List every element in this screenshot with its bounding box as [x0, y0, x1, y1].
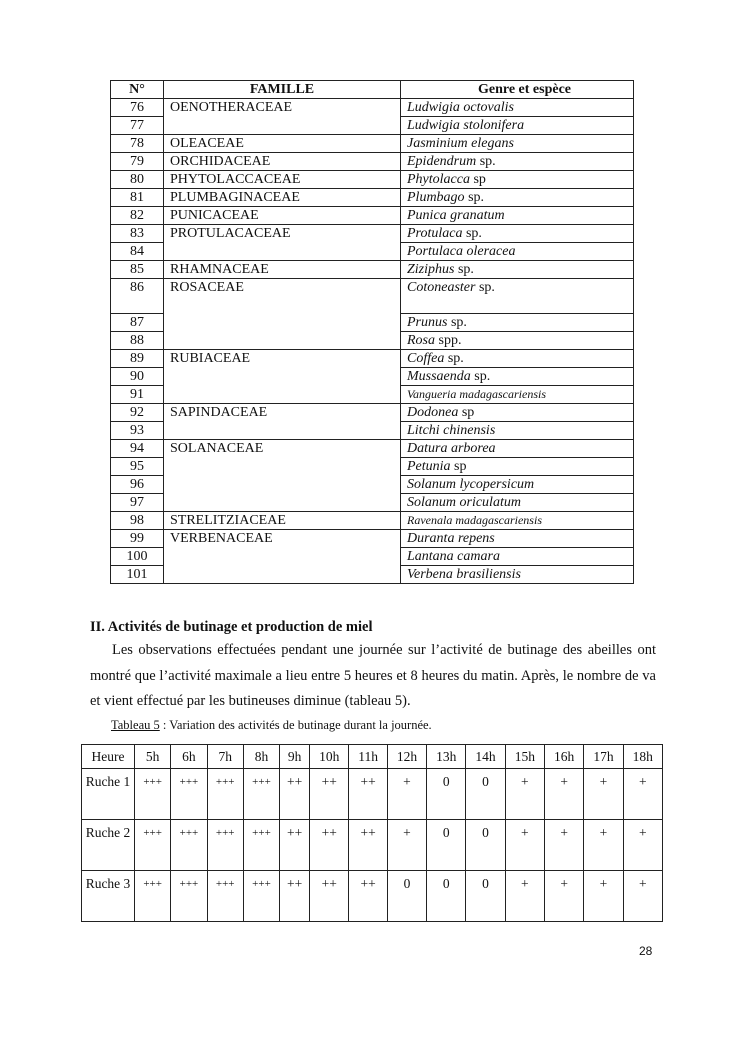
header-hour: 15h	[505, 745, 544, 769]
activity-row	[82, 871, 663, 922]
table-row	[111, 153, 634, 171]
row-number: 83	[111, 225, 164, 243]
row-number: 97	[111, 494, 164, 512]
row-number: 84	[111, 243, 164, 261]
row-species	[401, 135, 634, 153]
row-family: PUNICACEAE	[164, 207, 401, 225]
species-suffix: sp.	[454, 262, 474, 277]
row-species	[401, 314, 634, 332]
header-hour: 6h	[171, 745, 207, 769]
row-number: 98	[111, 512, 164, 530]
hive-label: Ruche 1	[82, 769, 135, 820]
row-family: RUBIACEAE	[164, 350, 401, 404]
activity-value: 0	[387, 871, 426, 922]
activity-value: +++	[135, 769, 171, 820]
table-row	[111, 171, 634, 189]
activity-value: +++	[207, 820, 243, 871]
activity-value: +	[623, 769, 662, 820]
activity-value: 0	[466, 769, 505, 820]
species-name: Duranta repens	[407, 531, 495, 546]
species-table	[110, 80, 634, 584]
row-species	[401, 332, 634, 350]
row-number: 87	[111, 314, 164, 332]
row-species	[401, 279, 634, 314]
row-family: PLUMBAGINACEAE	[164, 189, 401, 207]
caption-label: Tableau 5	[111, 718, 160, 732]
table-row	[111, 261, 634, 279]
row-family: ROSACEAE	[164, 279, 401, 350]
row-number: 86	[111, 279, 164, 314]
activity-value: +++	[207, 871, 243, 922]
activity-value: 0	[427, 820, 466, 871]
species-suffix: sp	[458, 405, 475, 420]
activity-value: 0	[427, 769, 466, 820]
row-species	[401, 99, 634, 117]
row-family: RHAMNACEAE	[164, 261, 401, 279]
row-species	[401, 189, 634, 207]
activity-value: 0	[427, 871, 466, 922]
species-name: Solanum oriculatum	[407, 495, 521, 510]
table-row	[111, 530, 634, 548]
row-number: 90	[111, 368, 164, 386]
header-species: Genre et espèce	[401, 81, 634, 99]
species-name: Coffea	[407, 351, 445, 366]
activity-row	[82, 820, 663, 871]
species-name: Jasminium elegans	[407, 136, 514, 151]
row-family: STRELITZIACEAE	[164, 512, 401, 530]
row-species	[401, 243, 634, 261]
species-name: Verbena brasiliensis	[407, 567, 521, 582]
row-species	[401, 512, 634, 530]
activity-value: +++	[171, 871, 207, 922]
activity-row	[82, 769, 663, 820]
row-number: 79	[111, 153, 164, 171]
activity-value: +++	[207, 769, 243, 820]
species-name: Dodonea	[407, 405, 459, 420]
species-name: Phytolacca	[407, 172, 470, 187]
activity-value: +	[387, 820, 426, 871]
activity-value: +	[623, 820, 662, 871]
species-name: Ziziphus	[407, 262, 455, 277]
row-number: 101	[111, 566, 164, 584]
table-row	[111, 225, 634, 243]
species-name: Mussaenda	[407, 369, 471, 384]
species-suffix: sp.	[444, 351, 464, 366]
header-heure: Heure	[82, 745, 135, 769]
activity-value: 0	[466, 871, 505, 922]
species-name: Ludwigia stolonifera	[407, 118, 525, 133]
activity-value: +	[505, 820, 544, 871]
species-suffix: sp.	[464, 190, 485, 205]
row-species	[401, 476, 634, 494]
row-number: 76	[111, 99, 164, 117]
table-row	[111, 207, 634, 225]
activity-value: ++	[280, 769, 310, 820]
species-name: Solanum lycopersicum	[407, 477, 535, 492]
species-name: Ludwigia octovalis	[407, 100, 514, 115]
row-species	[401, 350, 634, 368]
species-name: Lantana camara	[407, 549, 500, 564]
header-hour: 5h	[135, 745, 171, 769]
activity-value: +	[545, 769, 584, 820]
row-species	[401, 225, 634, 243]
activity-value: +++	[171, 820, 207, 871]
row-number: 94	[111, 440, 164, 458]
row-number: 93	[111, 422, 164, 440]
row-number: 88	[111, 332, 164, 350]
activity-value: +++	[135, 820, 171, 871]
activity-value: +	[584, 871, 623, 922]
row-species	[401, 117, 634, 135]
row-species	[401, 548, 634, 566]
table-row	[111, 135, 634, 153]
species-suffix: spp.	[435, 333, 462, 348]
table-row	[111, 99, 634, 117]
row-species	[401, 440, 634, 458]
row-family: PHYTOLACCACEAE	[164, 171, 401, 189]
row-species	[401, 422, 634, 440]
activity-value: ++	[280, 871, 310, 922]
activity-value: +	[505, 769, 544, 820]
species-name: Punica granatum	[407, 208, 505, 223]
species-name: Datura arborea	[407, 441, 496, 456]
activity-value: +++	[171, 769, 207, 820]
hive-label: Ruche 3	[82, 871, 135, 922]
activity-value: +	[623, 871, 662, 922]
activity-value: +	[545, 820, 584, 871]
hive-label: Ruche 2	[82, 820, 135, 871]
row-number: 100	[111, 548, 164, 566]
activity-value: ++	[310, 871, 349, 922]
species-name: Protulaca	[407, 226, 463, 241]
table-row	[111, 440, 634, 458]
header-hour: 14h	[466, 745, 505, 769]
header-hour: 9h	[280, 745, 310, 769]
row-species	[401, 566, 634, 584]
species-table-header	[111, 81, 634, 99]
activity-value: +	[505, 871, 544, 922]
species-name: Ravenala madagascariensis	[407, 513, 542, 527]
activity-table	[81, 744, 663, 922]
species-name: Cotoneaster	[407, 280, 476, 295]
activity-value: +	[387, 769, 426, 820]
activity-value: +++	[243, 871, 279, 922]
row-family: ORCHIDACEAE	[164, 153, 401, 171]
row-species	[401, 368, 634, 386]
activity-value: ++	[349, 769, 387, 820]
activity-value: ++	[310, 820, 349, 871]
activity-value: +	[584, 820, 623, 871]
activity-value: 0	[466, 820, 505, 871]
species-name: Portulaca oleracea	[407, 244, 516, 259]
header-hour: 18h	[623, 745, 662, 769]
species-name: Plumbago	[407, 190, 465, 205]
table-row	[111, 189, 634, 207]
header-hour: 13h	[427, 745, 466, 769]
activity-value: ++	[349, 820, 387, 871]
species-name: Epidendrum	[407, 154, 477, 169]
row-species	[401, 261, 634, 279]
activity-value: ++	[310, 769, 349, 820]
header-number: N°	[111, 81, 164, 99]
species-suffix: sp	[469, 172, 486, 187]
row-family: OENOTHERACEAE	[164, 99, 401, 135]
row-species	[401, 404, 634, 422]
activity-value: +++	[243, 820, 279, 871]
section-heading: II. Activités de butinage et production de miel	[90, 619, 373, 635]
row-number: 78	[111, 135, 164, 153]
table-caption	[111, 718, 432, 733]
row-number: 99	[111, 530, 164, 548]
row-number: 82	[111, 207, 164, 225]
row-family: VERBENACEAE	[164, 530, 401, 584]
header-hour: 12h	[387, 745, 426, 769]
row-number: 85	[111, 261, 164, 279]
row-species	[401, 153, 634, 171]
row-family: SOLANACEAE	[164, 440, 401, 512]
species-suffix: sp.	[470, 369, 491, 384]
header-hour: 17h	[584, 745, 623, 769]
section-paragraph: Les observations effectuées pendant une journée sur l’activité de butinage des abeilles ont montré que l’activité maximale a lieu entre 5 heures et 8 heures du matin. Après, le nombre de va et vient effectué par les butineuses diminue (tableau 5).	[90, 642, 656, 709]
activity-value: +	[545, 871, 584, 922]
row-number: 92	[111, 404, 164, 422]
activity-header-row	[82, 745, 663, 769]
activity-value: +++	[135, 871, 171, 922]
table-row	[111, 512, 634, 530]
row-number: 91	[111, 386, 164, 404]
row-family: SAPINDACEAE	[164, 404, 401, 440]
species-suffix: sp.	[475, 280, 495, 295]
header-hour: 11h	[349, 745, 387, 769]
table-row	[111, 350, 634, 368]
row-number: 77	[111, 117, 164, 135]
header-family: FAMILLE	[164, 81, 401, 99]
row-number: 81	[111, 189, 164, 207]
row-number: 80	[111, 171, 164, 189]
header-hour: 10h	[310, 745, 349, 769]
table-row	[111, 279, 634, 314]
header-hour: 16h	[545, 745, 584, 769]
table-row	[111, 404, 634, 422]
species-suffix: sp.	[447, 315, 467, 330]
row-species	[401, 386, 634, 404]
activity-value: +++	[243, 769, 279, 820]
species-name: Vangueria madagascariensis	[407, 387, 546, 401]
species-suffix: sp.	[462, 226, 482, 241]
row-number: 95	[111, 458, 164, 476]
row-species	[401, 494, 634, 512]
activity-value: +	[584, 769, 623, 820]
species-name: Prunus	[407, 315, 448, 330]
species-name: Rosa	[407, 333, 435, 348]
header-hour: 7h	[207, 745, 243, 769]
activity-value: ++	[349, 871, 387, 922]
row-number: 96	[111, 476, 164, 494]
species-suffix: sp	[450, 459, 467, 474]
header-hour: 8h	[243, 745, 279, 769]
caption-text: : Variation des activités de butinage durant la journée.	[159, 718, 432, 732]
page-number: 28	[639, 944, 653, 958]
row-number: 89	[111, 350, 164, 368]
row-family: OLEACEAE	[164, 135, 401, 153]
species-name: Litchi chinensis	[407, 423, 496, 438]
species-name: Petunia	[407, 459, 451, 474]
row-family: PROTULACACEAE	[164, 225, 401, 261]
species-suffix: sp.	[476, 154, 496, 169]
row-species	[401, 207, 634, 225]
row-species	[401, 171, 634, 189]
row-species	[401, 458, 634, 476]
activity-value: ++	[280, 820, 310, 871]
row-species	[401, 530, 634, 548]
